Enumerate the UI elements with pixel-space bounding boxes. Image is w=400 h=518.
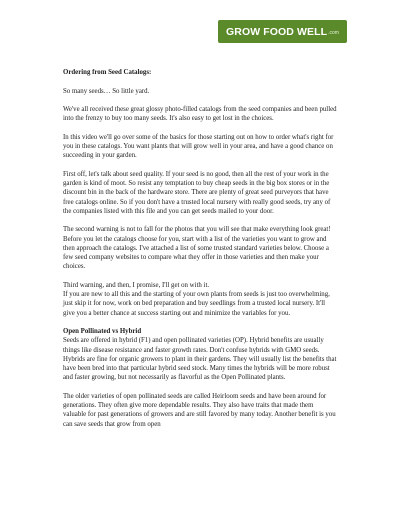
paragraph-seed-quality: First off, let's talk about seed quality. If your seed is no good, then all the rest of your work in the garden is kind of moot. So resist any temptation to buy cheap seeds in the big box stores or in the discount bin in the back of the hardware store. There are plenty of great seed purveyors that have free catalogs online. So if you don't have a trusted local nursery with really good seeds, try any of the companies listed with this file and you can get seeds mailed to your door.	[63, 170, 331, 215]
paragraph-intro: So many seeds… So little yard.	[63, 87, 150, 95]
paragraph-third-warning-lead: Third warning, and then, I promise, I'll get on with it.	[63, 281, 210, 289]
grow-food-well-logo	[218, 20, 347, 43]
paragraph-third-warning: If you are new to all this and the starting of your own plants from seeds is just too overwhelming, just skip it for now, work on bed preparation and buy seedlings from a trusted local nursery. It'll give you a better chance at success starting out and minimize the variables for you.	[63, 291, 330, 317]
logo-suffix-text: .com	[328, 30, 339, 36]
paragraph-second-warning: The second warning is not to fall for the photos that you will see that make everything look great! Before you let the catalogs choose for you, start with a list of the varieties you want to grow and then approach the catalogs. I've attached a list of some trusted standard varieties below. Choose a few seed company websites to compare what they offer in those varieties and then make your choices.	[63, 226, 331, 271]
document-title: Ordering from Seed Catalogs:	[63, 69, 152, 76]
document-body	[63, 68, 338, 438]
paragraph-heirloom: The older varieties of open pollinated seeds are called Heirloom seeds and have been around for generations. They often give more dependable results. They also have traits that made them valuable for past generations of growers and are still favored by many today. Another benefit is you can save seeds that grow from open	[63, 392, 336, 428]
paragraph-catalogs: We've all received these great glossy photo-filled catalogs from the seed companies and been pulled into the frenzy to buy too many seeds. It's also easy to get lost in the choices.	[63, 106, 337, 123]
section-heading-open-pollinated: Open Pollinated vs Hybrid	[63, 328, 142, 335]
paragraph-video: In this video we'll go over some of the basics for those starting out on how to order what's right for you in these catalogs. You want plants that will grow well in your area, and have a good chance on succeeding in your garden.	[63, 133, 334, 160]
logo-main-text: GROW FOOD WELL	[226, 25, 328, 38]
paragraph-hybrid: Seeds are offered in hybrid (F1) and open pollinated varieties (OP). Hybrid benefits are usually things like disease resistance and faster growth rates. Don't confuse hybrids with GMO seeds. Hybrids are fine for organic growers to plant in their gardens. They will usually list the benefits that have been bred into that particular hybrid seed stock. Many times the hybrids will be more robust and faster growing, but not necessarily as flavorful as the Open Pollinated plants.	[63, 337, 337, 382]
